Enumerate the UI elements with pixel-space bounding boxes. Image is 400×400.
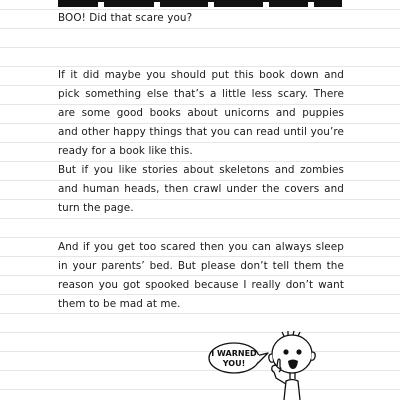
bubble-text-line2: YOU! bbox=[222, 359, 246, 368]
paragraph-warning: If it did maybe you should put this book down and pick something else that’s a little less scary. There are some good books about unicorns and puppies and other happy things that you can read until you’re ready for a book like this. bbox=[58, 69, 344, 157]
right-eye-icon bbox=[296, 349, 301, 354]
cartoon-kid-illustration bbox=[208, 326, 338, 400]
title-banner-cropped bbox=[58, 0, 342, 7]
paragraph-skeletons: But if you like stories about skeletons and zombies and human heads, then crawl under the covers and turn the page. bbox=[58, 164, 344, 214]
left-eye-icon bbox=[283, 349, 288, 354]
speech-bubble bbox=[209, 343, 259, 373]
paragraph-boo: BOO! Did that scare you? bbox=[58, 12, 193, 24]
bubble-text-line1: I WARNED bbox=[211, 349, 257, 358]
paragraph-parents-bed: And if you get too scared then you can always sleep in your parents’ bed. But please don’t tell them the reason you got spooked because I really don’t want them to be mad at me. bbox=[58, 241, 344, 310]
